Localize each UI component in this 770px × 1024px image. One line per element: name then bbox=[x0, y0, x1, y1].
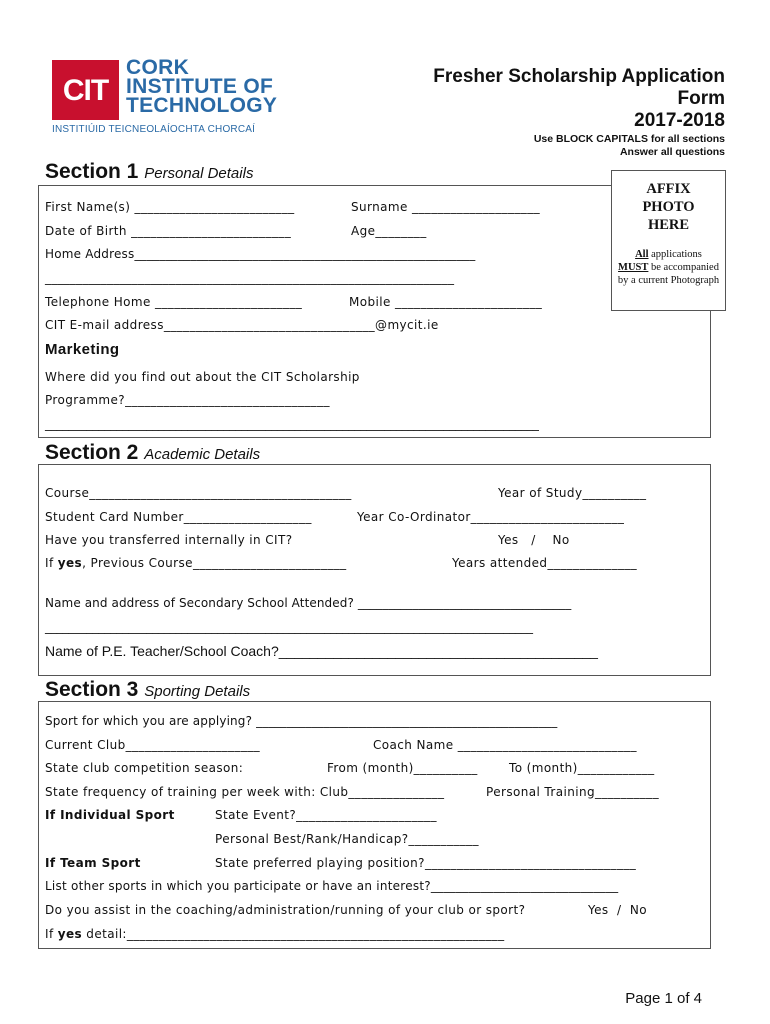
form-title: Fresher Scholarship Application Form 2017-2018 bbox=[433, 66, 725, 131]
section3-heading: Section 3 Sporting Details bbox=[45, 678, 251, 701]
home-address-field[interactable]: Home Address_______________________________________________________ bbox=[45, 247, 476, 261]
first-name-field[interactable]: First Name(s) _________________________ bbox=[45, 200, 295, 214]
yes-detail-field[interactable]: If yes detail:___________________________________________________________ bbox=[45, 927, 505, 941]
transferred-yes-no[interactable]: Yes / No bbox=[498, 533, 570, 547]
cit-email-field[interactable]: CIT E-mail address_________________________________@mycit.ie bbox=[45, 318, 439, 332]
individual-sport-label: If Individual Sport bbox=[45, 808, 175, 822]
marketing-heading: Marketing bbox=[45, 341, 120, 358]
cit-logo-mark: CIT bbox=[52, 60, 119, 120]
photo-placeholder: AFFIX PHOTO HERE All applications MUST be accompanied by a current Photograph bbox=[611, 170, 726, 311]
current-club-field[interactable]: Current Club_____________________ bbox=[45, 738, 261, 752]
competition-season-label: State club competition season: bbox=[45, 761, 244, 775]
programme-field[interactable]: Programme?________________________________ bbox=[45, 393, 330, 407]
section1-heading: Section 1 Personal Details bbox=[45, 160, 254, 183]
marketing-line[interactable]: ___________________________________________________________________________________ bbox=[45, 417, 539, 431]
secondary-school-field[interactable]: Name and address of Secondary School Attended? ___________________________________ bbox=[45, 596, 572, 610]
personal-training-field[interactable]: Personal Training__________ bbox=[486, 785, 659, 799]
mobile-field[interactable]: Mobile _______________________ bbox=[349, 295, 543, 309]
playing-position-field[interactable]: State preferred playing position?_________________________________ bbox=[215, 856, 637, 870]
secondary-school-line2[interactable]: __________________________________________________________________________________ bbox=[45, 620, 533, 634]
home-address-line2[interactable]: __________________________________________________________________ bbox=[45, 271, 455, 285]
age-field[interactable]: Age________ bbox=[351, 224, 427, 238]
block-capitals-note: Use BLOCK CAPITALS for all sections bbox=[533, 133, 725, 145]
from-month-field[interactable]: From (month)__________ bbox=[327, 761, 478, 775]
date-of-birth-field[interactable]: Date of Birth _________________________ bbox=[45, 224, 292, 238]
institute-name: CORK INSTITUTE OF TECHNOLOGY bbox=[126, 56, 278, 117]
answer-all-note: Answer all questions bbox=[619, 146, 725, 158]
institute-irish-name: INSTITIÚID TEICNEOLAÍOCHTA CHORCAÍ bbox=[52, 124, 256, 135]
course-field[interactable]: Course_________________________________________ bbox=[45, 486, 352, 500]
telephone-home-field[interactable]: Telephone Home _______________________ bbox=[45, 295, 303, 309]
section2-heading: Section 2 Academic Details bbox=[45, 441, 261, 464]
assist-question: Do you assist in the coaching/administration/running of your club or sport? bbox=[45, 903, 526, 917]
surname-field[interactable]: Surname ____________________ bbox=[351, 200, 540, 214]
training-frequency-field[interactable]: State frequency of training per week with: Club_______________ bbox=[45, 785, 445, 799]
coach-name-field[interactable]: Coach Name ____________________________ bbox=[373, 738, 637, 752]
page-number: Page 1 of 4 bbox=[625, 990, 702, 1007]
year-coordinator-field[interactable]: Year Co-Ordinator________________________ bbox=[357, 510, 625, 524]
year-of-study-field[interactable]: Year of Study__________ bbox=[498, 486, 647, 500]
photo-note: All applications MUST be accompanied by a current Photograph bbox=[617, 249, 720, 286]
student-card-field[interactable]: Student Card Number____________________ bbox=[45, 510, 312, 524]
to-month-field[interactable]: To (month)____________ bbox=[509, 761, 655, 775]
team-sport-label: If Team Sport bbox=[45, 856, 141, 870]
other-sports-field[interactable]: List other sports in which you participate or have an interest?______________________________ bbox=[45, 879, 619, 893]
state-event-field[interactable]: State Event?______________________ bbox=[215, 808, 437, 822]
personal-best-field[interactable]: Personal Best/Rank/Handicap?___________ bbox=[215, 832, 479, 846]
marketing-question: Where did you find out about the CIT Scholarship bbox=[45, 370, 360, 384]
transferred-question: Have you transferred internally in CIT? bbox=[45, 533, 293, 547]
years-attended-field[interactable]: Years attended______________ bbox=[452, 556, 638, 570]
cit-logo bbox=[52, 56, 302, 140]
sport-applying-field[interactable]: Sport for which you are applying? _________________________________________________ bbox=[45, 714, 558, 728]
assist-yes-no[interactable]: Yes / No bbox=[588, 903, 647, 917]
pe-teacher-field[interactable]: Name of P.E. Teacher/School Coach?_________________________________________ bbox=[45, 643, 598, 659]
previous-course-field[interactable]: If yes, Previous Course________________________ bbox=[45, 556, 347, 570]
